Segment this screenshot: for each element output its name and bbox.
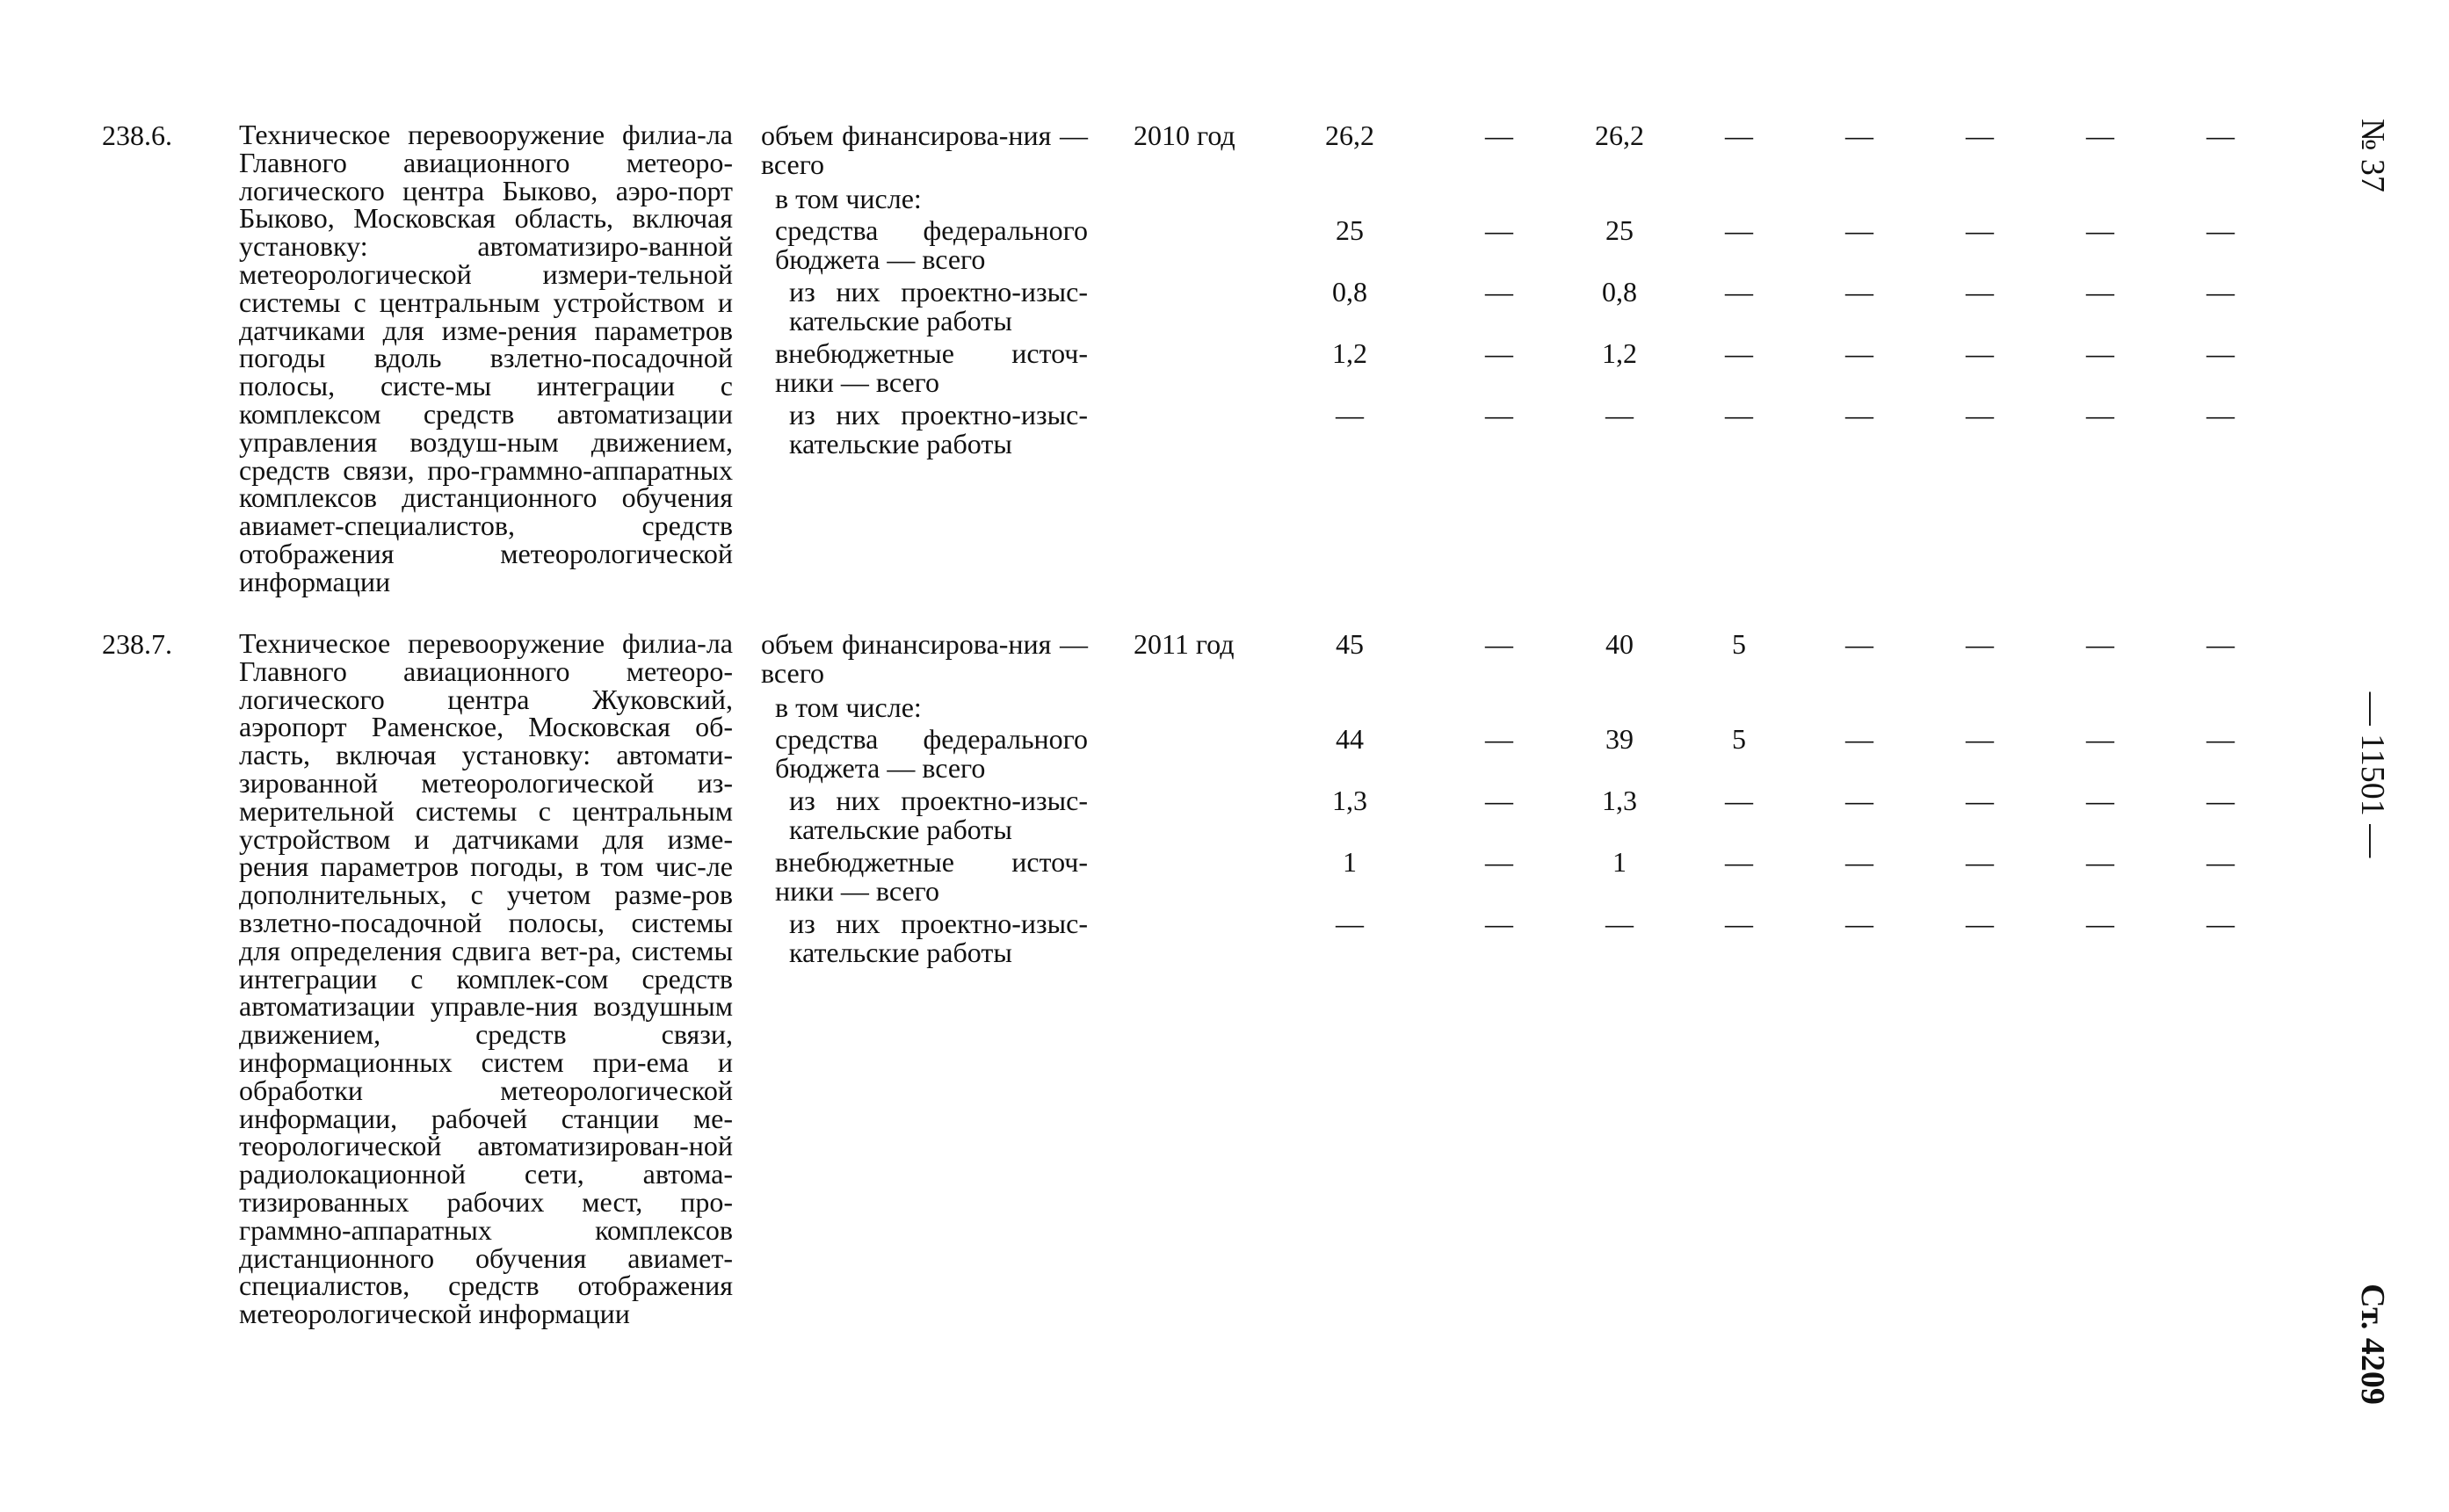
value-cell: —	[1845, 846, 1873, 878]
row-label: объем финансирова-ния — всего	[761, 628, 1088, 689]
value-cell: —	[2086, 214, 2114, 246]
value-cell: —	[1966, 723, 1994, 755]
value-cell: —	[2086, 908, 2114, 939]
row-label: из них проектно-изыс-кательские работы	[789, 276, 1088, 336]
value-cell: —	[1485, 337, 1513, 369]
value-cell: —	[1845, 276, 1873, 307]
row-design-survey	[0, 786, 2449, 857]
value-cell: —	[1485, 214, 1513, 246]
issue-number: № 37	[2354, 119, 2391, 192]
value-cell: 26,2	[1325, 119, 1374, 151]
row-federal-budget	[0, 725, 2449, 795]
value-cell: —	[2206, 119, 2235, 151]
value-cell: 39	[1605, 723, 1634, 755]
value-cell: —	[1966, 214, 1994, 246]
value-cell: 25	[1605, 214, 1634, 246]
value-cell: —	[2206, 846, 2235, 878]
value-cell: —	[1966, 337, 1994, 369]
row-federal-budget	[0, 216, 2449, 286]
value-cell: —	[1966, 785, 1994, 816]
value-cell: 25	[1336, 214, 1364, 246]
value-cell: —	[2086, 276, 2114, 307]
row-label: из них проектно-изыс-кательские работы	[789, 908, 1088, 968]
value-cell: 5	[1732, 723, 1746, 755]
row-extrabudgetary	[0, 339, 2449, 409]
entry-description: Техническое перевооружение филиа-ла Главного авиационного метеоро-логического центра Жуковский, аэропорт Раменское, Московская об-ласть, включая установку: автомати-зированной метеорологической из-мерительной системы с центральным устройством и датчиками для изме-рения параметров погоды, в том чис-ле дополнительных, с учетом разме-ров взлетно-посадочной полосы, системы для определения сдвига вет-ра, системы интеграции с комплек-сом средств автоматизации управле-ния воздушным движением, средств связи, информационных систем при-ема и обработки метеорологической информации, рабочей станции ме-теорологической автоматизирован-ной радиолокационной сети, автома-тизированных рабочих мест, про-граммно-аппаратных комплексов дистанционного обучения авиамет-специалистов, средств отображения метеорологической информации	[239, 627, 733, 1330]
value-cell: —	[2206, 399, 2235, 430]
value-cell: —	[2206, 337, 2235, 369]
value-cell: —	[1485, 723, 1513, 755]
value-cell: —	[2206, 723, 2235, 755]
value-cell: 40	[1605, 628, 1634, 660]
value-cell: —	[2206, 908, 2235, 939]
value-cell: —	[2086, 628, 2114, 660]
value-cell: —	[2206, 785, 2235, 816]
value-cell: —	[1845, 337, 1873, 369]
value-cell: —	[1725, 119, 1753, 151]
value-cell: 44	[1336, 723, 1364, 755]
row-total-financing	[0, 121, 2449, 192]
value-cell: —	[1725, 276, 1753, 307]
row-label: из них проектно-изыс-кательские работы	[789, 399, 1088, 459]
value-cell: —	[1485, 908, 1513, 939]
value-cell: —	[1485, 399, 1513, 430]
value-cell: —	[2086, 337, 2114, 369]
value-cell: —	[2086, 399, 2114, 430]
entry-number: 238.7.	[102, 628, 172, 660]
value-cell: —	[1725, 846, 1753, 878]
row-label: средства федерального бюджета — всего	[775, 214, 1088, 275]
value-cell: —	[1725, 399, 1753, 430]
value-cell: 26,2	[1595, 119, 1644, 151]
value-cell: —	[1605, 908, 1634, 939]
value-cell: —	[2206, 214, 2235, 246]
value-cell: —	[1845, 628, 1873, 660]
row-design-survey-extrabudgetary	[0, 401, 2449, 471]
value-cell: 1,2	[1332, 337, 1367, 369]
value-cell: 1,3	[1332, 785, 1367, 816]
value-cell: —	[1845, 785, 1873, 816]
value-cell: —	[1485, 119, 1513, 151]
row-label: из них проектно-изыс-кательские работы	[789, 785, 1088, 845]
value-cell: 1,2	[1602, 337, 1637, 369]
entry-year: 2011 год	[1134, 628, 1235, 660]
value-cell: —	[1485, 785, 1513, 816]
row-label: средства федерального бюджета — всего	[775, 723, 1088, 784]
value-cell: —	[1845, 399, 1873, 430]
value-cell: —	[2086, 723, 2114, 755]
value-cell: —	[1845, 908, 1873, 939]
value-cell: 1	[1612, 846, 1627, 878]
row-design-survey	[0, 278, 2449, 348]
value-cell: —	[1966, 628, 1994, 660]
entry-number: 238.6.	[102, 119, 172, 151]
row-design-survey-extrabudgetary	[0, 909, 2449, 980]
row-extrabudgetary	[0, 848, 2449, 918]
value-cell: —	[1485, 846, 1513, 878]
value-cell: —	[1966, 276, 1994, 307]
row-label: внебюджетные источ-ники — всего	[775, 337, 1088, 398]
entry-year: 2010 год	[1134, 119, 1235, 151]
value-cell: —	[1845, 214, 1873, 246]
value-cell: —	[1966, 399, 1994, 430]
value-cell: —	[2086, 846, 2114, 878]
value-cell: 5	[1732, 628, 1746, 660]
value-cell: —	[2206, 276, 2235, 307]
value-cell: 1,3	[1602, 785, 1637, 816]
value-cell: 1	[1343, 846, 1357, 878]
row-label: объем финансирова-ния — всего	[761, 119, 1088, 180]
value-cell: —	[2086, 785, 2114, 816]
row-label: в том числе:	[775, 691, 922, 723]
value-cell: —	[2206, 628, 2235, 660]
value-cell: —	[1725, 214, 1753, 246]
value-cell: —	[1966, 908, 1994, 939]
row-label: внебюджетные источ-ники — всего	[775, 846, 1088, 907]
value-cell: —	[1336, 399, 1364, 430]
page-number: Ст. 4209	[2354, 1284, 2391, 1405]
value-cell: —	[1485, 628, 1513, 660]
value-cell: 45	[1336, 628, 1364, 660]
value-cell: 0,8	[1602, 276, 1637, 307]
value-cell: —	[1845, 723, 1873, 755]
value-cell: —	[1725, 337, 1753, 369]
value-cell: —	[1485, 276, 1513, 307]
entry-description: Техническое перевооружение филиа-ла Главного авиационного метеоро-логического центра Быково, аэро-порт Быково, Московская область, включая установку: автоматизиро-ванной метеорологической измери-тельной системы с центральным устройством и датчиками для изме-рения параметров погоды вдоль взлетно-посадочной полосы, систе-мы интеграции с комплексом средств автоматизации управления воздуш-ным движением, средств связи, про-граммно-аппаратных комплексов дистанционного обучения авиамет-специалистов, средств отображения метеорологической информации	[239, 119, 733, 597]
value-cell: —	[1966, 119, 1994, 151]
value-cell: 0,8	[1332, 276, 1367, 307]
document-code: — 11501 —	[2354, 691, 2391, 858]
value-cell: —	[1966, 846, 1994, 878]
value-cell: —	[1725, 785, 1753, 816]
value-cell: —	[1605, 399, 1634, 430]
value-cell: —	[1845, 119, 1873, 151]
row-label: в том числе:	[775, 183, 922, 214]
value-cell: —	[2086, 119, 2114, 151]
value-cell: —	[1725, 908, 1753, 939]
value-cell: —	[1336, 908, 1364, 939]
row-total-financing	[0, 630, 2449, 700]
